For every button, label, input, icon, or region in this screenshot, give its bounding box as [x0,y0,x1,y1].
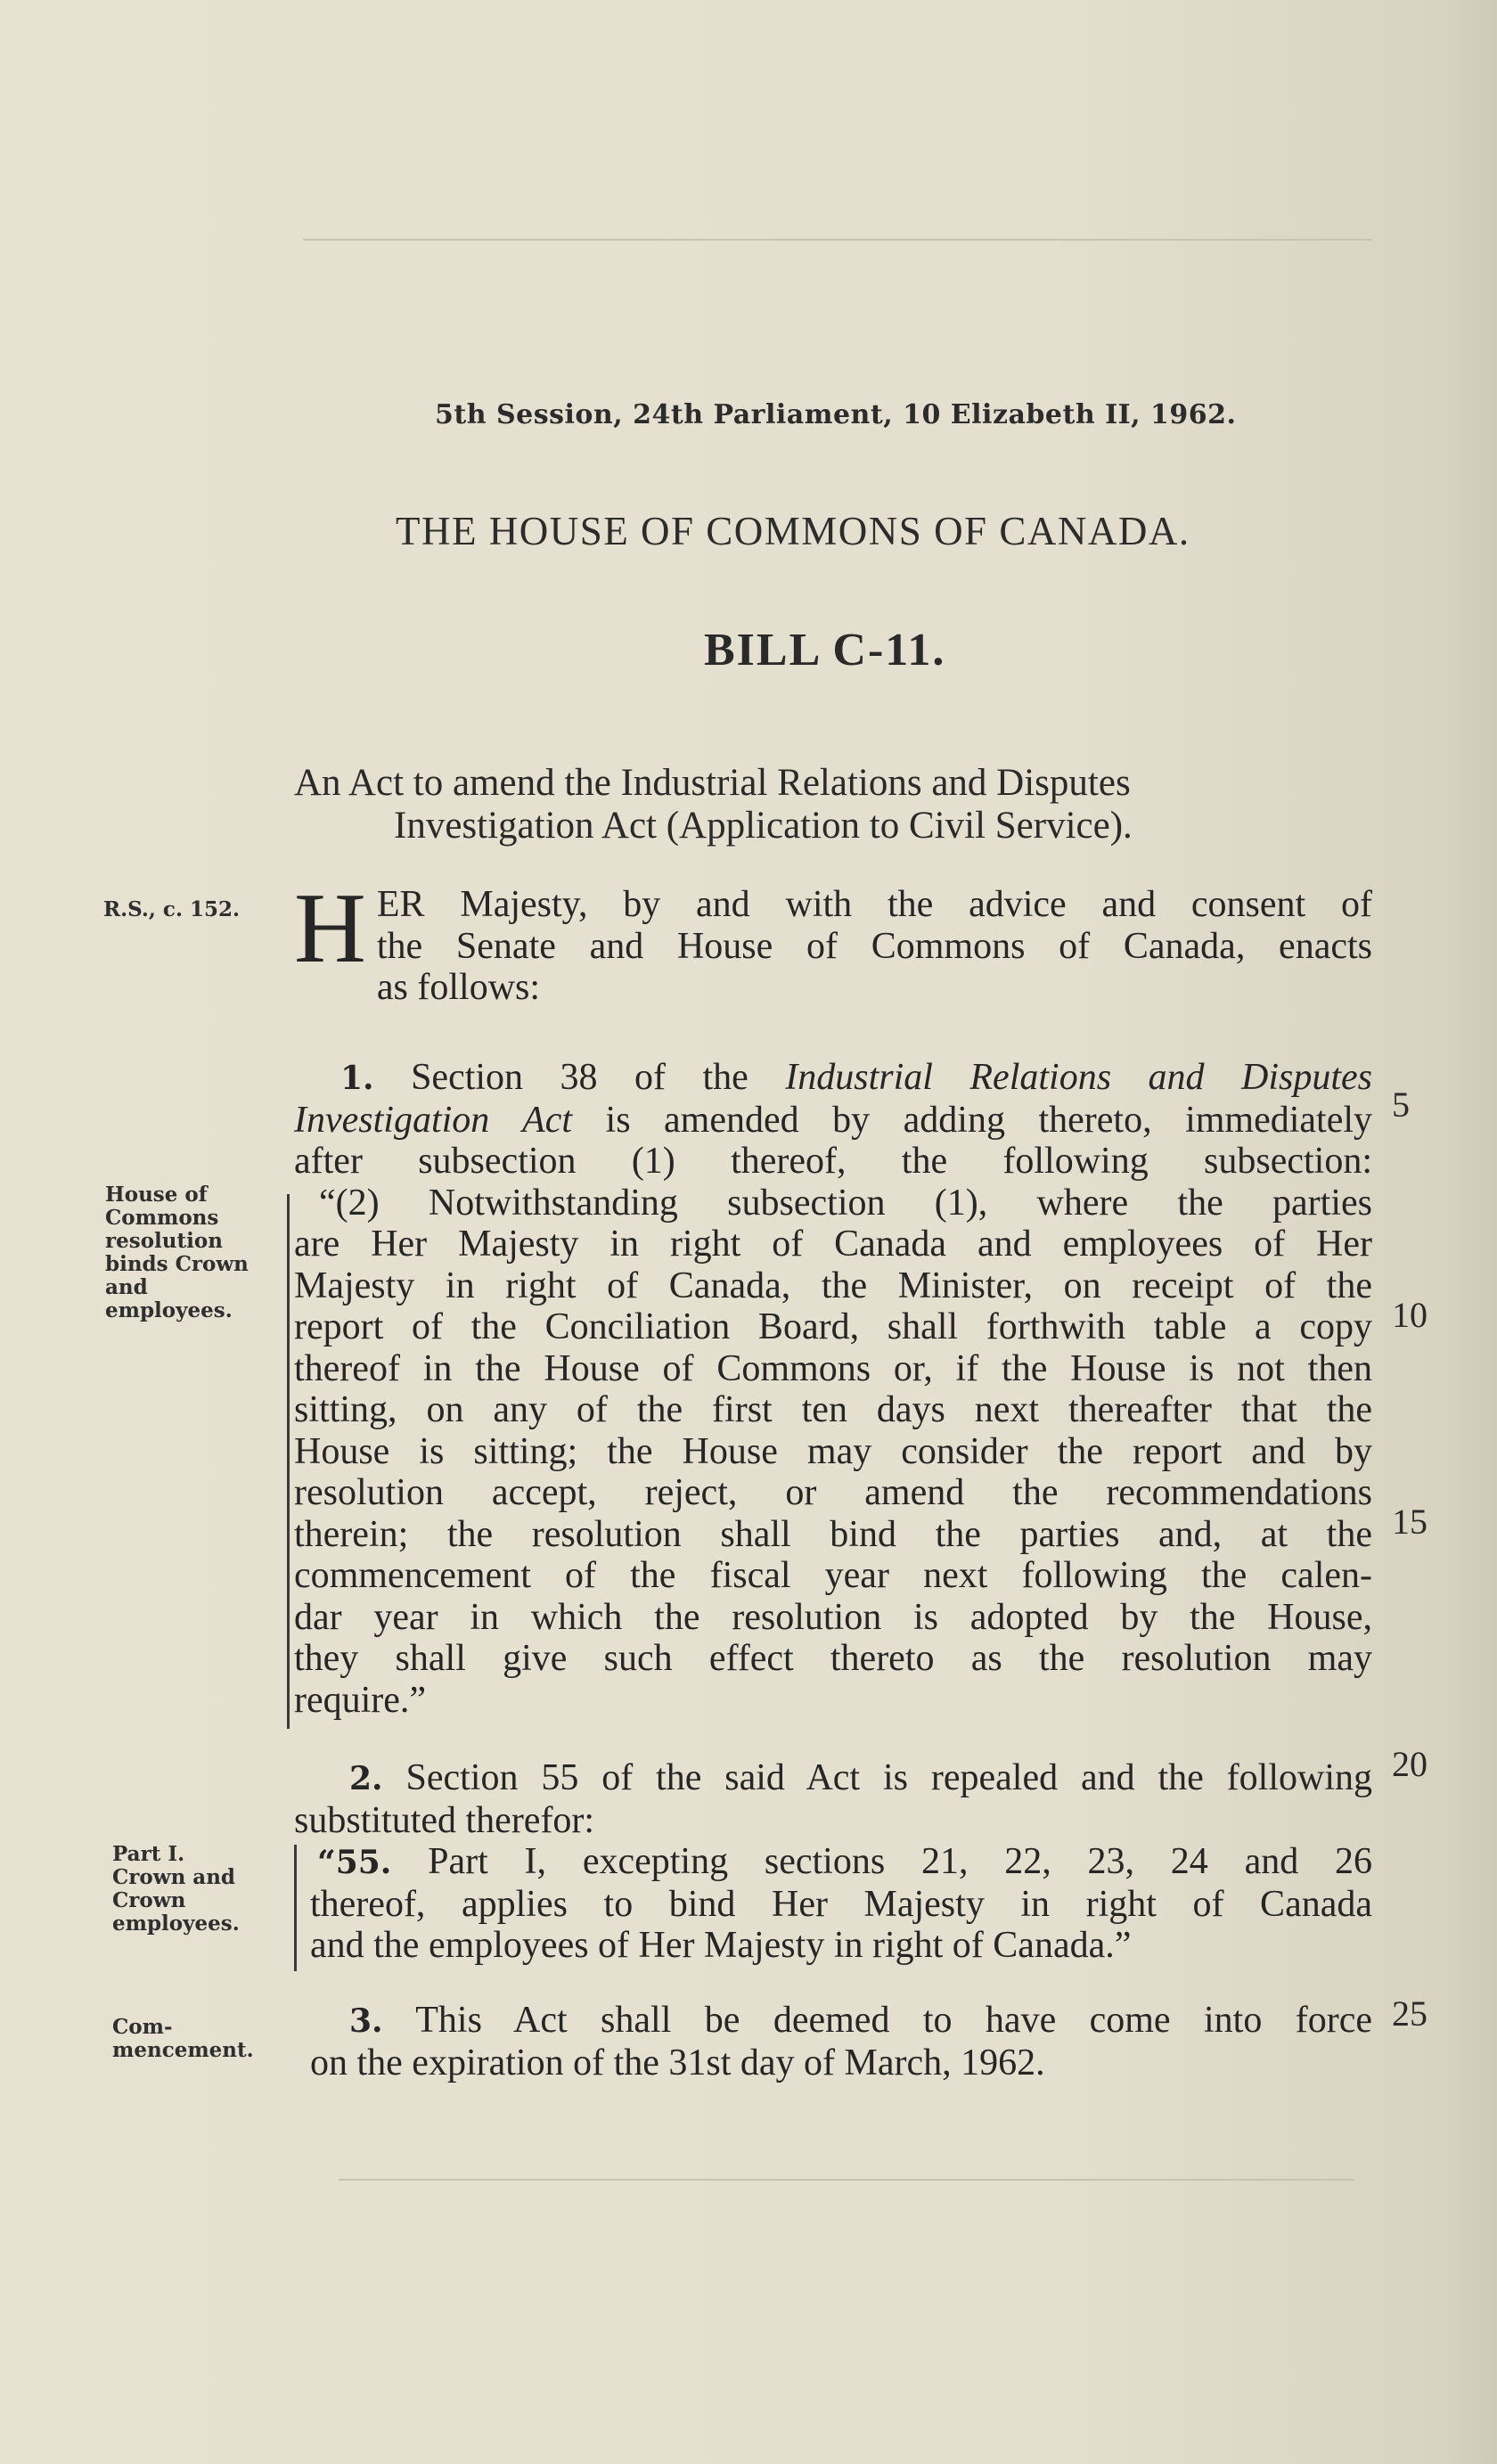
line-number-10: 10 [1392,1295,1427,1335]
amendment-bar-1 [287,1194,290,1729]
quoted-section-number: “55. [317,1844,392,1881]
margin-note-part-one [112,1843,290,1936]
enacting-clause [294,873,1372,1009]
margin-note-line: Crown and [112,1865,235,1889]
act-name-italic: Industrial Relations and Disputes [785,1057,1372,1098]
show-through-rule-bottom [339,2179,1354,2181]
line-number-5: 5 [1392,1085,1410,1125]
section-1-text: Section 38 of the [411,1057,786,1098]
section-2-text: Part I, excepting sections 21, 22, 23, 24 and 26 [391,1841,1372,1882]
enacting-line-2: the Senate and House of Commons of Canada, enacts [376,925,1372,967]
section-1-line-6: Majesty in right of Canada, the Minister, on receipt of the [294,1265,1372,1306]
margin-note-line: Crown [112,1888,186,1912]
section-1-line-2 [294,1100,1372,1142]
margin-note-line: resolution [105,1229,223,1253]
margin-note-line: employees. [105,1298,233,1322]
margin-note-line: House of [105,1183,208,1207]
margin-note-line: Com- [112,2015,173,2039]
margin-note-house-resolution [105,1183,283,1322]
section-2-line-1 [294,1757,1372,1800]
section-2-line-4: thereof, applies to bind Her Majesty in right of Canada [310,1883,1372,1925]
section-1-line-4: “(2) Notwithstanding subsection (1), where the parties [319,1182,1372,1224]
section-number: 1. [340,1060,374,1097]
section-1-line-13: commencement of the fiscal year next following the calen- [294,1555,1372,1596]
section-1-line-5: are Her Majesty in right of Canada and employees of Her [294,1224,1372,1265]
section-1-line-9: sitting, on any of the first ten days next thereafter that the [294,1389,1372,1430]
margin-note-line: employees. [112,1911,240,1936]
margin-note-line: binds Crown [105,1252,249,1276]
enacting-line-3: as follows: [376,967,541,1008]
section-1-line-16: require.” [294,1679,427,1721]
bill-title [294,762,1381,847]
section-1-line-3: after subsection (1) thereof, the following subsection: [294,1141,1372,1182]
section-2-text: Section 55 of the said Act is repealed and the following [405,1757,1372,1798]
section-3 [294,2000,1372,2083]
section-number: 3. [349,2002,383,2040]
line-number-20: 20 [1392,1744,1427,1784]
section-1-text: is amended by adding thereto, immediately [572,1099,1373,1141]
session-line: 5th Session, 24th Parliament, 10 Elizabeth II, 1962. [435,399,1237,430]
section-2-line-2: substituted therefor: [294,1799,595,1841]
section-1-line-7: report of the Conciliation Board, shall forthwith table a copy [294,1306,1372,1347]
section-1-line-1 [294,1057,1372,1100]
bill-title-line-1: An Act to amend the Industrial Relations and Disputes [294,762,1131,804]
section-number: 2. [349,1760,383,1797]
margin-note-line: and [105,1275,148,1299]
act-name-italic: Investigation Act [294,1099,573,1141]
bill-number: BILL C-11. [704,625,946,675]
margin-note-line: Part I. [112,1842,185,1866]
bill-title-line-2: Investigation Act (Application to Civil Service). [394,805,1133,847]
margin-note-line: mencement. [112,2038,254,2062]
margin-note-line: Commons [105,1206,219,1230]
house-heading: THE HOUSE OF COMMONS OF CANADA. [396,509,1190,553]
section-2-line-5: and the employees of Her Majesty in right of Canada.” [310,1925,1132,1966]
section-1-line-8: thereof in the House of Commons or, if the House is not then [294,1347,1372,1389]
show-through-rule-top [303,239,1372,241]
section-2-line-3 [294,1841,1372,1884]
section-2 [294,1757,1372,1967]
margin-note-rs: R.S., c. 152. [103,897,240,921]
section-1-line-14: dar year in which the resolution is adopted by the House, [294,1596,1372,1638]
section-1-line-11: resolution accept, reject, or amend the recommendations [294,1472,1372,1513]
section-3-text: This Act shall be deemed to have come into force [415,2000,1372,2041]
section-3-line-1 [294,2000,1372,2042]
drop-cap: H [294,873,366,984]
enacting-line-1: ER Majesty, by and with the advice and consent of [376,884,1372,925]
line-number-25: 25 [1392,1993,1427,2034]
section-1 [294,1057,1372,1721]
margin-note-commencement [112,2016,290,2062]
line-number-15: 15 [1392,1502,1427,1542]
section-1-line-15: they shall give such effect thereto as the resolution may [294,1638,1372,1679]
section-1-line-12: therein; the resolution shall bind the parties and, at the [294,1513,1372,1555]
section-3-line-2: on the expiration of the 31st day of March, 1962. [310,2042,1045,2083]
section-1-line-10: House is sitting; the House may consider the report and by [294,1430,1372,1472]
